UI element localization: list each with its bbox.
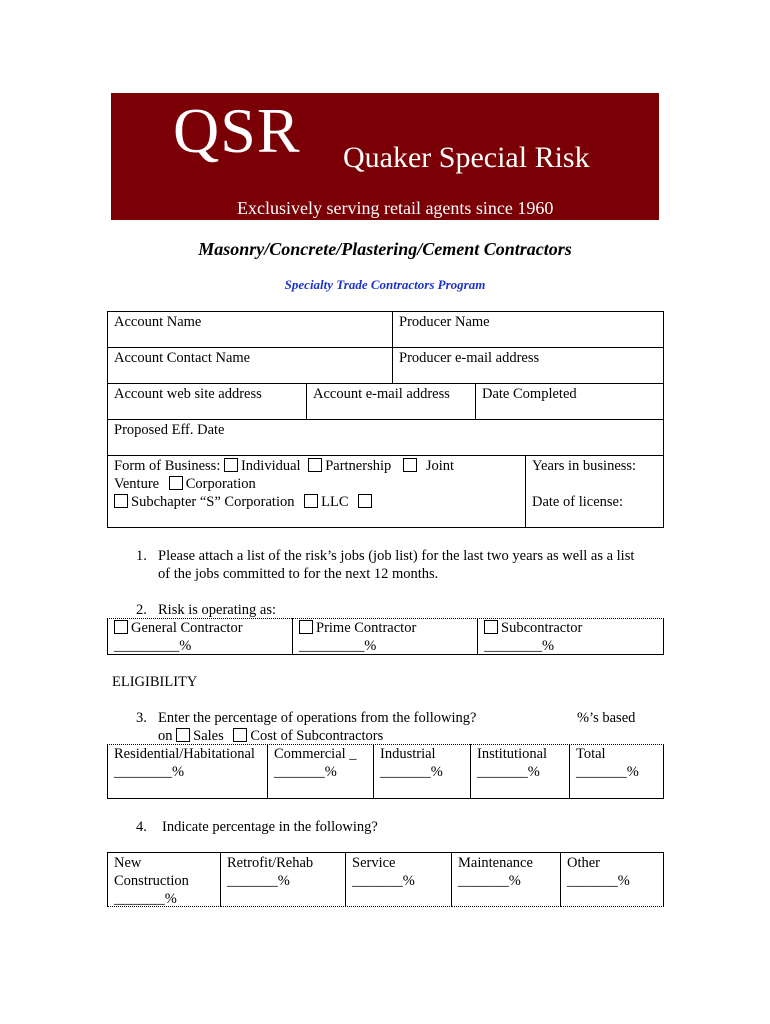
venture-label: Venture <box>114 476 160 492</box>
account-contact-label: Account Contact Name <box>114 350 251 366</box>
q1-line2: of the jobs committed to for the next 12 months. <box>158 566 439 582</box>
q3-on-row <box>158 727 383 745</box>
q4-number: 4. <box>136 819 147 835</box>
form-subtitle: Specialty Trade Contractors Program <box>284 277 486 292</box>
joint-label: Joint <box>425 458 455 474</box>
date-completed-field[interactable] <box>475 383 664 420</box>
date-of-license-label: Date of license: <box>532 494 623 510</box>
years-license-cell[interactable] <box>525 455 664 528</box>
account-name-label: Account Name <box>114 314 202 330</box>
service-pct[interactable]: _______% <box>352 873 415 889</box>
q1-number: 1. <box>136 548 147 564</box>
q3-based-label: %’s based <box>577 710 636 726</box>
commercial-cell <box>267 744 374 799</box>
total-label: Total <box>576 746 606 762</box>
account-email-field[interactable] <box>306 383 476 420</box>
residential-label: Residential/Habitational <box>114 746 255 762</box>
llc-checkbox[interactable] <box>304 494 318 508</box>
service-cell <box>345 852 452 907</box>
total-cell <box>569 744 664 799</box>
partnership-label: Partnership <box>325 458 392 474</box>
individual-checkbox[interactable] <box>224 458 238 472</box>
q3-number: 3. <box>136 710 147 726</box>
other-label: Other <box>567 855 601 871</box>
general-contractor-checkbox[interactable] <box>114 620 128 634</box>
corporation-checkbox[interactable] <box>169 476 183 490</box>
maintenance-cell <box>451 852 561 907</box>
date-completed-label: Date Completed <box>482 386 577 402</box>
sales-checkbox[interactable] <box>176 728 190 742</box>
prime-contractor-pct[interactable]: _________% <box>299 638 377 654</box>
other-cell <box>560 852 664 907</box>
account-contact-field[interactable] <box>107 347 393 384</box>
years-in-business-label: Years in business: <box>532 458 637 474</box>
general-contractor-pct[interactable]: _________% <box>114 638 192 654</box>
producer-email-label: Producer e-mail address <box>399 350 540 366</box>
industrial-pct[interactable]: _______% <box>380 764 443 780</box>
llc-label: LLC <box>321 494 349 510</box>
q1-line1: Please attach a list of the risk’s jobs (job list) for the last two years as well as a list <box>158 548 635 564</box>
industrial-cell <box>373 744 471 799</box>
eligibility-heading: ELIGIBILITY <box>112 674 198 690</box>
retrofit-cell <box>220 852 346 907</box>
retrofit-label: Retrofit/Rehab <box>227 855 314 871</box>
institutional-pct[interactable]: _______% <box>477 764 540 780</box>
subchapter-s-label: Subchapter “S” Corporation <box>131 494 295 510</box>
account-email-label: Account e-mail address <box>313 386 450 402</box>
subcontractor-pct[interactable]: ________% <box>484 638 555 654</box>
prime-contractor-label: Prime Contractor <box>316 620 417 636</box>
new-construction-pct[interactable]: _______% <box>114 891 177 907</box>
q2-text: Risk is operating as: <box>158 602 277 618</box>
institutional-label: Institutional <box>477 746 548 762</box>
account-web-field[interactable] <box>107 383 307 420</box>
maintenance-label: Maintenance <box>458 855 533 871</box>
subchapter-s-checkbox[interactable] <box>114 494 128 508</box>
residential-cell <box>107 744 268 799</box>
new-construction-cell <box>107 852 221 907</box>
company-name: Quaker Special Risk <box>343 141 590 174</box>
industrial-label: Industrial <box>380 746 436 762</box>
subcontractor-checkbox[interactable] <box>484 620 498 634</box>
producer-name-label: Producer Name <box>399 314 490 330</box>
other-business-checkbox[interactable] <box>358 494 372 508</box>
maintenance-pct[interactable]: _______% <box>458 873 521 889</box>
cost-subs-label: Cost of Subcontractors <box>250 728 384 744</box>
new-construction-label-2: Construction <box>114 873 189 889</box>
general-contractor-cell <box>107 618 293 655</box>
other-pct[interactable]: _______% <box>567 873 630 889</box>
q4-text: Indicate percentage in the following? <box>162 819 378 835</box>
commercial-pct[interactable]: _______% <box>274 764 337 780</box>
q2-number: 2. <box>136 602 147 618</box>
subcontractor-cell <box>477 618 664 655</box>
account-web-label: Account web site address <box>114 386 262 402</box>
producer-email-field[interactable] <box>392 347 664 384</box>
subcontractor-label: Subcontractor <box>501 620 583 636</box>
total-pct[interactable]: _______% <box>576 764 639 780</box>
partnership-checkbox[interactable] <box>308 458 322 472</box>
logo-letters: QSR <box>173 95 301 166</box>
header-banner <box>111 93 659 220</box>
institutional-cell <box>470 744 570 799</box>
cost-subs-checkbox[interactable] <box>233 728 247 742</box>
proposed-eff-date-label: Proposed Eff. Date <box>114 422 225 438</box>
prime-contractor-cell <box>292 618 478 655</box>
form-of-business-cell <box>107 455 526 528</box>
account-name-field[interactable] <box>107 311 393 348</box>
company-tagline: Exclusively serving retail agents since 1960 <box>237 198 554 218</box>
corporation-label: Corporation <box>185 476 256 492</box>
prime-contractor-checkbox[interactable] <box>299 620 313 634</box>
producer-name-field[interactable] <box>392 311 664 348</box>
form-title: Masonry/Concrete/Plastering/Cement Contractors <box>198 239 572 259</box>
retrofit-pct[interactable]: _______% <box>227 873 290 889</box>
proposed-eff-date-field[interactable] <box>107 419 664 456</box>
new-construction-label-1: New <box>114 855 142 871</box>
form-of-business-row3 <box>114 493 519 511</box>
joint-venture-checkbox[interactable] <box>403 458 417 472</box>
sales-label: Sales <box>193 728 224 744</box>
commercial-label: Commercial _ <box>274 746 357 762</box>
general-contractor-label: General Contractor <box>131 620 243 636</box>
residential-pct[interactable]: ________% <box>114 764 185 780</box>
individual-label: Individual <box>240 458 301 474</box>
form-of-business-row2 <box>114 475 519 493</box>
service-label: Service <box>352 855 396 871</box>
form-of-business-row1 <box>114 457 519 475</box>
q3-on-label: on <box>158 728 173 744</box>
q3-text: Enter the percentage of operations from the following? <box>158 710 477 726</box>
form-of-business-label: Form of Business: <box>114 458 221 474</box>
